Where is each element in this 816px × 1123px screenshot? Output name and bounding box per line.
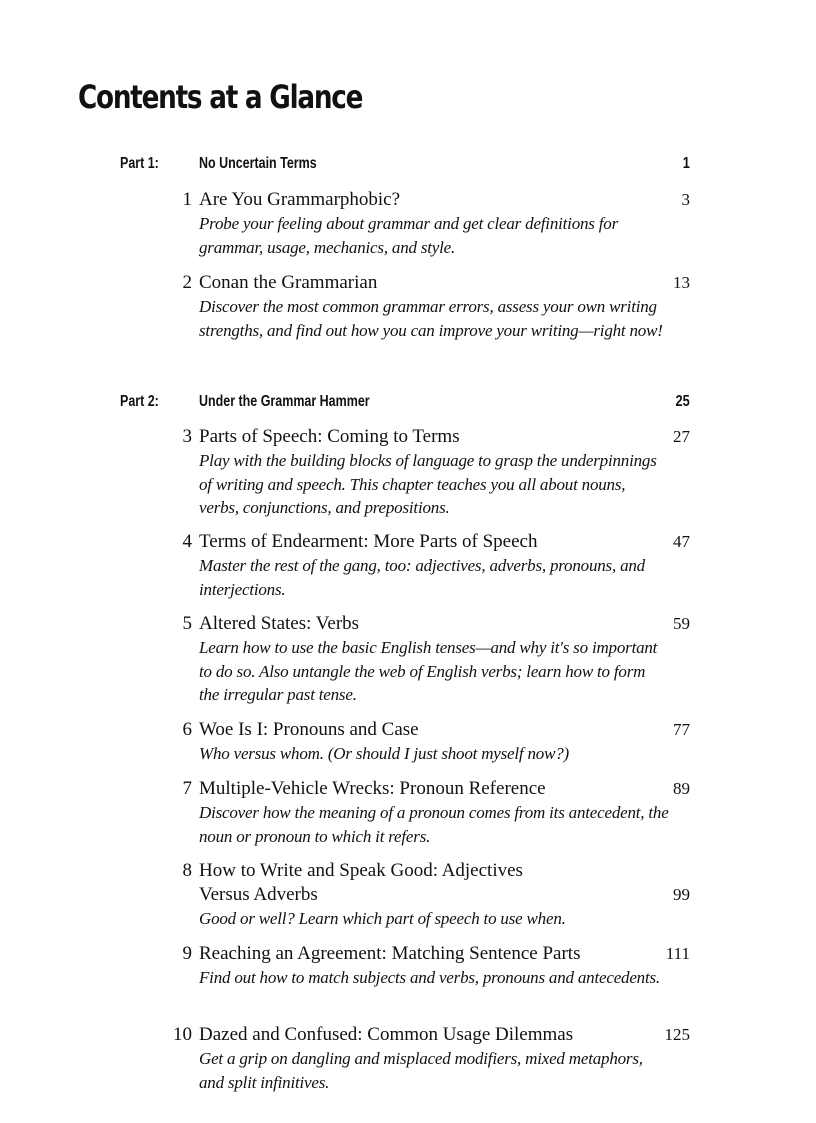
chapter-number: 3 — [182, 426, 192, 447]
chapter-number: 7 — [182, 778, 192, 799]
chapter-title: Are You Grammarphobic? — [199, 189, 401, 210]
chapter-page-number: 27 — [673, 427, 690, 446]
chapter-description: Good or well? Learn which part of speech to use when. — [199, 909, 566, 928]
part-title: No Uncertain Terms — [199, 155, 317, 172]
chapter-description: Discover the most common grammar errors, assess your own writing strengths, and find out how you can improve your writing—right now! — [199, 297, 663, 340]
part-label: Part 2: — [120, 393, 159, 410]
chapter-description: Master the rest of the gang, too: adjectives, adverbs, pronouns, and interjections. — [199, 556, 645, 599]
chapter-number: 9 — [182, 943, 192, 964]
chapter-description: Find out how to match subjects and verbs, pronouns and antecedents. — [199, 968, 660, 987]
chapter-description: Play with the building blocks of language to grasp the underpinnings of writing and speech. This chapter teaches you all about nouns, verbs, conjunctions, and prepositions. — [199, 451, 657, 517]
part-label: Part 1: — [120, 155, 159, 172]
chapter-page-number: 99 — [673, 885, 690, 904]
chapter-page-number: 125 — [664, 1025, 690, 1044]
chapter-page-number: 13 — [673, 273, 690, 292]
chapter-page-number: 3 — [681, 190, 690, 209]
chapter-title: Woe Is I: Pronouns and Case — [199, 719, 419, 740]
chapter-title-continued: Versus Adverbs — [199, 884, 318, 905]
chapter-title: Parts of Speech: Coming to Terms — [199, 426, 460, 447]
part-title: Under the Grammar Hammer — [199, 393, 370, 410]
chapter-title: Reaching an Agreement: Matching Sentence Parts — [199, 943, 581, 964]
chapter-description: Learn how to use the basic English tenses—and why it's so important to do so. Also untangle the web of English verbs; learn how to form the irregular past tense. — [199, 638, 658, 704]
chapter-description: Get a grip on dangling and misplaced modifiers, mixed metaphors, and split infinitives. — [199, 1049, 643, 1092]
chapter-title: How to Write and Speak Good: Adjectives — [199, 860, 523, 881]
chapter-number: 5 — [182, 613, 192, 634]
chapter-number: 8 — [182, 860, 192, 881]
chapter-number: 4 — [182, 531, 192, 552]
chapter-page-number: 111 — [665, 944, 690, 963]
chapter-title: Conan the Grammarian — [199, 272, 378, 293]
chapter-description: Probe your feeling about grammar and get clear definitions for grammar, usage, mechanics, and style. — [199, 214, 619, 257]
chapter-number: 10 — [173, 1024, 192, 1045]
part-page-number: 25 — [675, 393, 690, 410]
chapter-description: Discover how the meaning of a pronoun comes from its antecedent, the noun or pronoun to which it refers. — [199, 803, 669, 846]
chapter-number: 6 — [182, 719, 192, 740]
chapter-title: Multiple-Vehicle Wrecks: Pronoun Reference — [199, 778, 546, 799]
chapter-page-number: 89 — [673, 779, 690, 798]
chapter-description: Who versus whom. (Or should I just shoot myself now?) — [199, 744, 569, 763]
part-page-number: 1 — [682, 155, 690, 172]
chapter-title: Terms of Endearment: More Parts of Speech — [199, 531, 538, 552]
chapter-title: Altered States: Verbs — [199, 613, 360, 634]
chapter-page-number: 47 — [673, 532, 690, 551]
chapter-page-number: 77 — [673, 720, 690, 739]
part-heading — [0, 393, 816, 419]
chapter-number: 1 — [182, 189, 192, 210]
page-title: Contents at a Glance — [78, 78, 363, 116]
chapter-number: 2 — [182, 272, 192, 293]
chapter-page-number: 59 — [673, 614, 690, 633]
chapter-title: Dazed and Confused: Common Usage Dilemmas — [199, 1024, 574, 1045]
part-heading — [0, 155, 816, 181]
